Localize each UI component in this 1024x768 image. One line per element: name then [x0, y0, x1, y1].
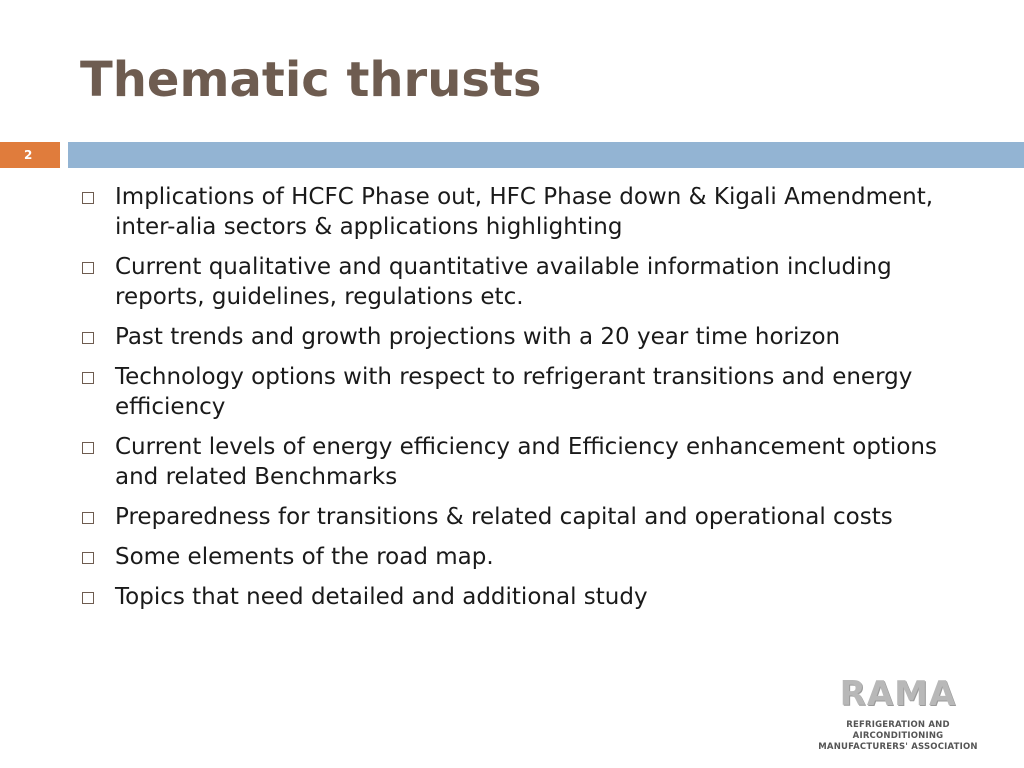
bullet-text: Current qualitative and quantitative available information including reports, guidelines, regulations etc.: [115, 254, 892, 310]
logo-mark: RAMA: [839, 674, 957, 714]
bullet-text: Current levels of energy efficiency and Efficiency enhancement options and related Benchmarks: [115, 434, 937, 490]
rama-logo: [808, 676, 988, 753]
slide-title: Thematic thrusts: [80, 52, 542, 108]
bullet-list: [80, 182, 980, 622]
bullet-text: Some elements of the road map.: [115, 544, 494, 570]
square-bullet-icon: [82, 262, 94, 274]
slide-number: 2: [0, 142, 60, 168]
square-bullet-icon: [82, 332, 94, 344]
square-bullet-icon: [82, 372, 94, 384]
list-item: [80, 542, 980, 572]
square-bullet-icon: [82, 512, 94, 524]
bullet-text: Past trends and growth projections with a 20 year time horizon: [115, 324, 841, 350]
logo-subtitle: [808, 720, 988, 753]
header-bar: [68, 142, 1024, 168]
list-item: [80, 182, 980, 242]
bullet-text: Implications of HCFC Phase out, HFC Phase down & Kigali Amendment, inter-alia sectors & applications highlighting: [115, 184, 934, 240]
list-item: [80, 252, 980, 312]
logo-line-2: MANUFACTURERS' ASSOCIATION: [818, 742, 978, 752]
list-item: [80, 432, 980, 492]
square-bullet-icon: [82, 192, 94, 204]
list-item: [80, 502, 980, 532]
list-item: [80, 582, 980, 612]
list-item: [80, 362, 980, 422]
list-item: [80, 322, 980, 352]
square-bullet-icon: [82, 592, 94, 604]
square-bullet-icon: [82, 552, 94, 564]
square-bullet-icon: [82, 442, 94, 454]
bullet-text: Preparedness for transitions & related capital and operational costs: [115, 504, 893, 530]
logo-line-1: REFRIGERATION AND AIRCONDITIONING: [846, 720, 950, 741]
bullet-text: Technology options with respect to refrigerant transitions and energy efficiency: [115, 364, 913, 420]
bullet-text: Topics that need detailed and additional study: [115, 584, 648, 610]
